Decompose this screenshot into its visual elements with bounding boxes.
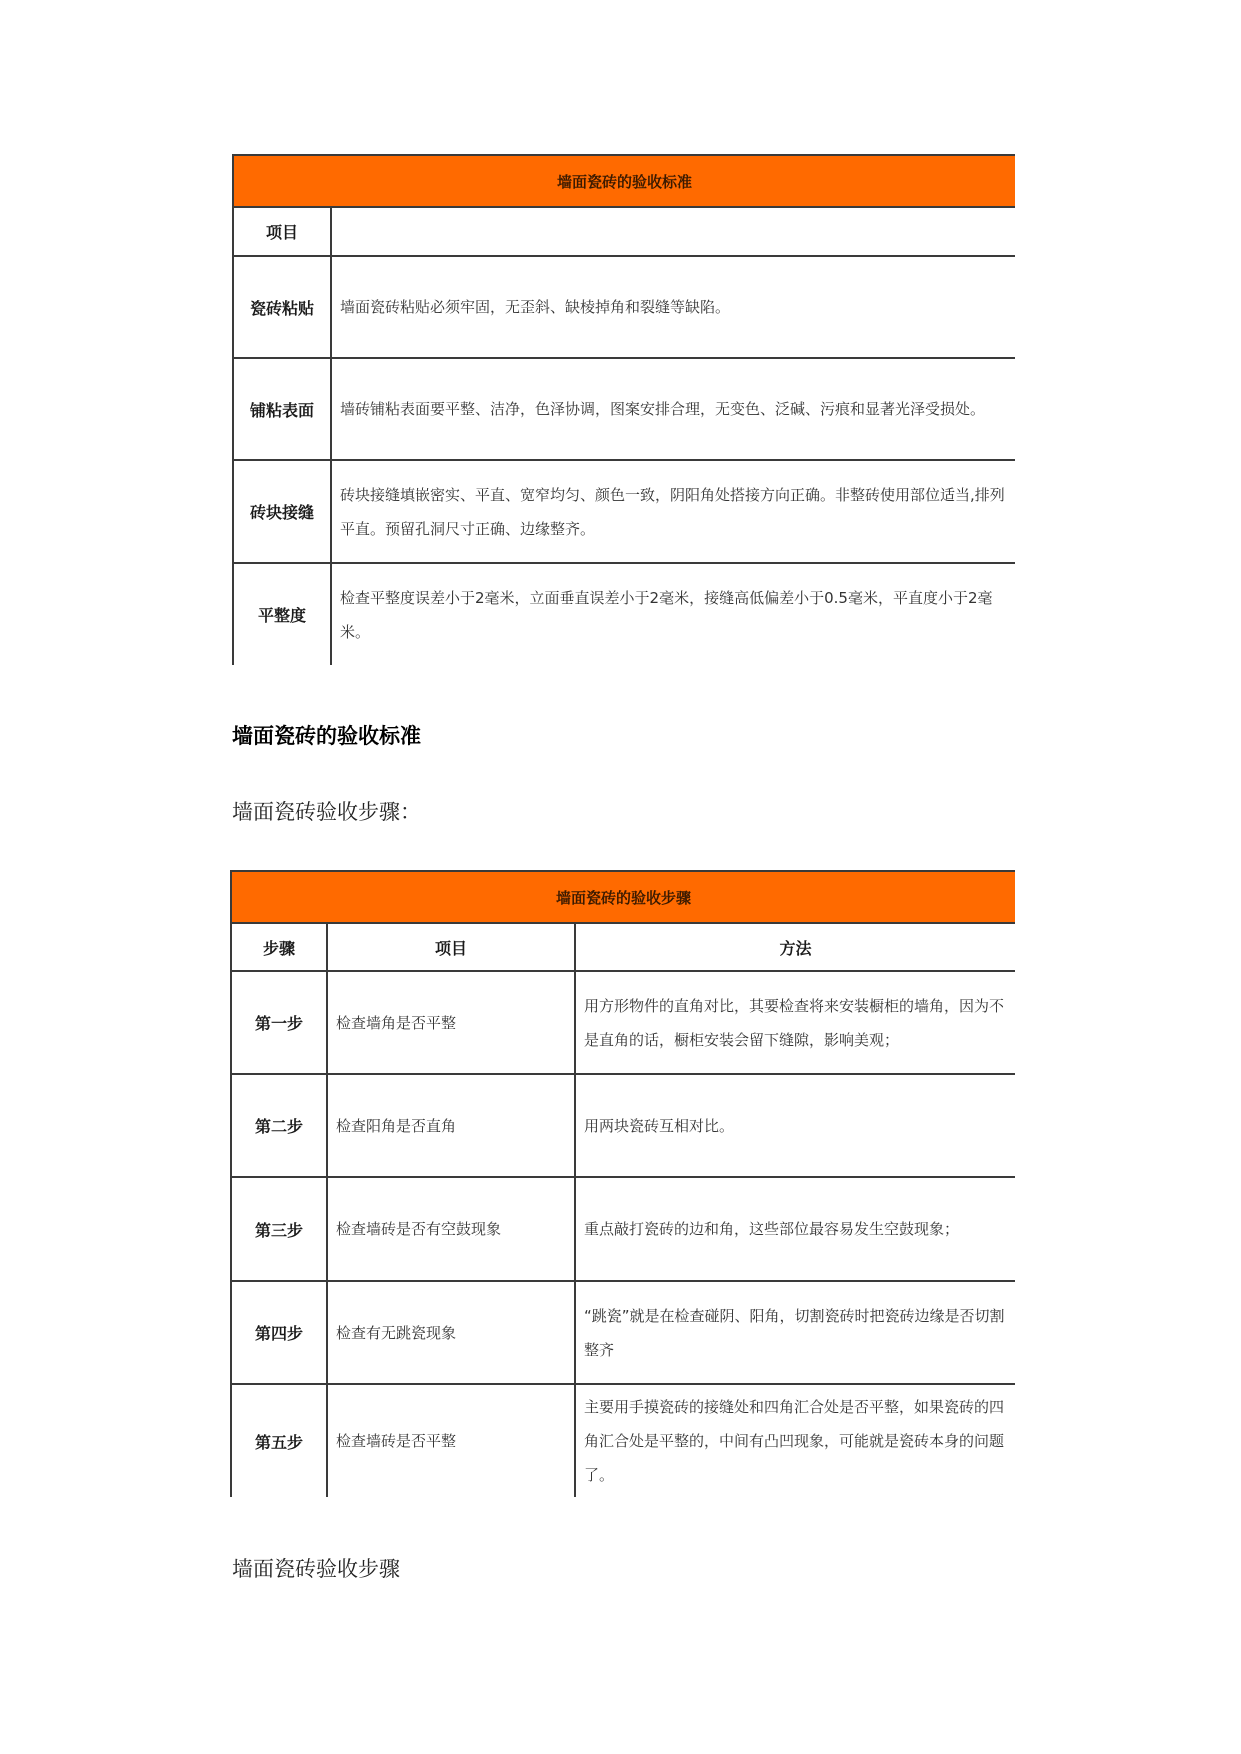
empty-header-cell [331,207,1015,256]
table2-caption: 墙面瓷砖验收步骤 [232,1557,400,1581]
row-content: 砖块接缝填嵌密实、平直、宽窄均匀、颜色一致，阴阳角处搭接方向正确。非整砖使用部位适当,排列平直。预留孔洞尺寸正确、边缘整齐。 [331,460,1015,563]
row-label: 砖块接缝 [233,460,331,563]
steps-intro: 墙面瓷砖验收步骤： [232,800,421,824]
table-title: 墙面瓷砖的验收步骤 [231,871,1015,923]
step-label: 第五步 [231,1384,327,1497]
step-label: 第三步 [231,1177,327,1281]
step-item: 检查墙砖是否平整 [327,1384,575,1497]
step-method: 主要用手摸瓷砖的接缝处和四角汇合处是否平整，如果瓷砖的四角汇合处是平整的，中间有凸凹现象，可能就是瓷砖本身的问题了。 [575,1384,1015,1497]
table-title: 墙面瓷砖的验收标准 [233,155,1015,207]
step-method: “跳瓷”就是在检查碰阴、阳角，切割瓷砖时把瓷砖边缘是否切割整齐 [575,1281,1015,1384]
step-method: 用方形物件的直角对比，其要检查将来安装橱柜的墙角，因为不是直角的话，橱柜安装会留下缝隙，影响美观； [575,971,1015,1074]
row-label: 瓷砖粘贴 [233,256,331,358]
column-header-item: 项目 [233,207,331,256]
column-header-step: 步骤 [231,923,327,971]
row-label: 平整度 [233,563,331,665]
step-label: 第四步 [231,1281,327,1384]
step-label: 第二步 [231,1074,327,1177]
step-method: 用两块瓷砖互相对比。 [575,1074,1015,1177]
row-content: 墙面瓷砖粘贴必须牢固，无歪斜、缺棱掉角和裂缝等缺陷。 [331,256,1015,358]
step-method: 重点敲打瓷砖的边和角，这些部位最容易发生空鼓现象； [575,1177,1015,1281]
acceptance-standard-table [232,154,1015,665]
row-label: 铺粘表面 [233,358,331,460]
column-header-method: 方法 [575,923,1015,971]
step-item: 检查有无跳瓷现象 [327,1281,575,1384]
step-item: 检查阳角是否直角 [327,1074,575,1177]
column-header-item: 项目 [327,923,575,971]
step-item: 检查墙角是否平整 [327,971,575,1074]
acceptance-steps-table [230,870,1015,1497]
table1-caption: 墙面瓷砖的验收标准 [232,724,421,748]
step-label: 第一步 [231,971,327,1074]
step-item: 检查墙砖是否有空鼓现象 [327,1177,575,1281]
row-content: 墙砖铺粘表面要平整、洁净，色泽协调，图案安排合理，无变色、泛碱、污痕和显著光泽受损处。 [331,358,1015,460]
row-content: 检查平整度误差小于2毫米，立面垂直误差小于2毫米，接缝高低偏差小于0.5毫米，平直度小于2毫米。 [331,563,1015,665]
